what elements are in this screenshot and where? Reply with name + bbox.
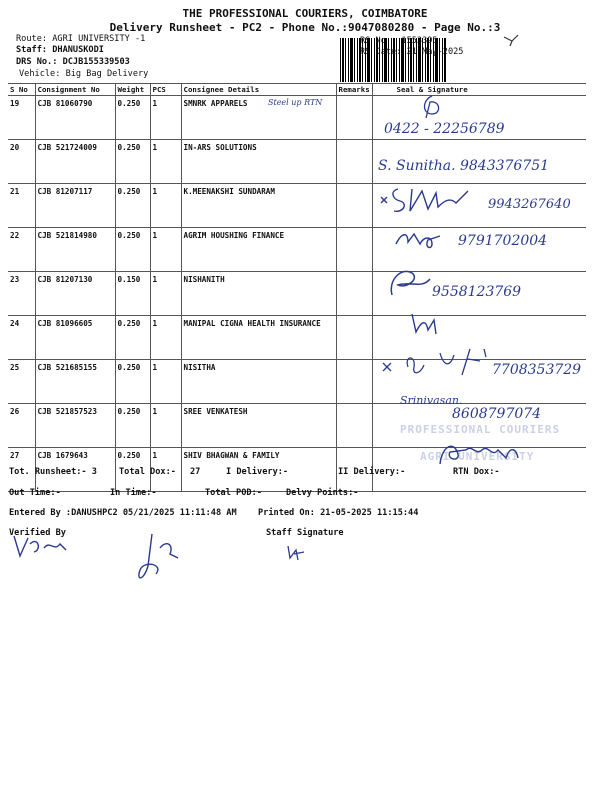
consignee-cell: NISITHA [181, 360, 336, 404]
sno-cell: 23 [8, 272, 35, 316]
verified-by-label: Verified By [9, 528, 66, 538]
total-dox-value: 27 [190, 467, 201, 477]
staff-signature-label: Staff Signature [266, 528, 344, 538]
consignee-cell: IN-ARS SOLUTIONS [181, 140, 336, 184]
consignment-cell: CJB 81060790 [35, 96, 115, 140]
consignment-cell: CJB 81096605 [35, 316, 115, 360]
entered-by: Entered By :DANUSHPC2 05/21/2025 11:11:48 AM [9, 508, 237, 518]
consignee-cell: MANIPAL CIGNA HEALTH INSURANCE [181, 316, 336, 360]
table-header-row [8, 84, 586, 96]
remarks-cell [336, 272, 372, 316]
consignment-cell: CJB 81207117 [35, 184, 115, 228]
pcs-cell: 1 [150, 184, 181, 228]
verifier-signature [10, 530, 70, 560]
out-time: Out Time:- [9, 488, 61, 498]
pcs-cell: 1 [150, 272, 181, 316]
company-title: THE PROFESSIONAL COURIERS, COIMBATORE [182, 7, 428, 20]
remarks-cell [336, 316, 372, 360]
remarks-cell [336, 184, 372, 228]
weight-cell: 0.150 [115, 272, 150, 316]
weight-cell: 0.250 [115, 228, 150, 272]
signature-row-25 [380, 345, 500, 385]
consignment-cell: CJB 1679643 [35, 448, 115, 492]
consignment-cell: CJB 521724009 [35, 140, 115, 184]
handwritten-phone: 7708353729 [492, 362, 582, 378]
pcs-cell: 1 [150, 96, 181, 140]
in-time: In Time:- [110, 488, 157, 498]
signature-row-23 [386, 265, 436, 299]
signature-row-24 [408, 310, 440, 336]
handwritten-phone: 9791702004 [458, 233, 548, 249]
rs-date: RS Date: 21-May-2025 [360, 47, 464, 57]
sno-cell: 20 [8, 140, 35, 184]
handwritten-phone: 0422 - 22256789 [384, 121, 505, 137]
column-header: Remarks [336, 84, 372, 96]
remarks-cell [336, 404, 372, 448]
i-delivery: I Delivery:- [226, 467, 289, 477]
company-stamp: PROFESSIONAL COURIERS AGRI UNIVERSITY [400, 423, 561, 463]
remarks-cell [336, 96, 372, 140]
consignee-cell: AGRIM HOUSHING FINANCE [181, 228, 336, 272]
weight-cell: 0.250 [115, 448, 150, 492]
consignee-cell: SREE VENKATESH [181, 404, 336, 448]
handwritten-phone: 8608797074 [452, 406, 542, 422]
consignee-cell: SHIV BHAGWAN & FAMILY [181, 448, 336, 492]
weight-cell: 0.250 [115, 404, 150, 448]
handwritten-phone: 9558123769 [432, 284, 522, 300]
weight-cell: 0.250 [115, 360, 150, 404]
sno-cell: 19 [8, 96, 35, 140]
weight-cell: 0.250 [115, 316, 150, 360]
rtn-dox: RTN Dox:- [453, 467, 500, 477]
signature-row-22 [394, 228, 444, 250]
sno-cell: 27 [8, 448, 35, 492]
rs-number: RS No.: 1553395 [360, 36, 438, 46]
sno-cell: 26 [8, 404, 35, 448]
column-header: S No [8, 84, 35, 96]
column-header: Consignment No [35, 84, 115, 96]
staff-signature [284, 542, 306, 562]
consignee-cell: K.MEENAKSHI SUNDARAM [181, 184, 336, 228]
remarks-cell [336, 140, 372, 184]
signature-row-21 [378, 183, 488, 219]
sno-cell: 25 [8, 360, 35, 404]
runsheet-subtitle: Delivery Runsheet - PC2 - Phone No.:9047080280 - Page No.:3 [109, 21, 501, 34]
column-header: Seal & Signature [372, 84, 586, 96]
handwritten-name: Srinivasan. [400, 394, 463, 407]
sno-cell: 21 [8, 184, 35, 228]
sno-cell: 22 [8, 228, 35, 272]
consignment-cell: CJB 521814980 [35, 228, 115, 272]
total-pod: Total POD:- [205, 488, 262, 498]
pcs-cell: 1 [150, 404, 181, 448]
pcs-cell: 1 [150, 448, 181, 492]
remarks-cell [336, 228, 372, 272]
total-dox-label: Total Dox:- [119, 467, 176, 477]
handwritten-phone: 9943267640 [488, 197, 571, 212]
remarks-cell [336, 360, 372, 404]
tick-mark-icon [502, 33, 520, 47]
consignment-cell: CJB 521857523 [35, 404, 115, 448]
weight-cell: 0.250 [115, 184, 150, 228]
drs-number: DRS No.: DCJB155339503 [16, 57, 130, 67]
printed-on: Printed On: 21-05-2025 11:15:44 [258, 508, 419, 518]
delivery-points: Delvy Points:- [286, 488, 359, 498]
staff-label: Staff: DHANUSKODI [16, 45, 104, 55]
vehicle-label: Vehicle: Big Bag Delivery [19, 69, 149, 79]
pcs-cell: 1 [150, 228, 181, 272]
weight-cell: 0.250 [115, 96, 150, 140]
total-runsheet: Tot. Runsheet:- 3 [9, 467, 97, 477]
consignment-cell: CJB 81207130 [35, 272, 115, 316]
sno-cell: 24 [8, 316, 35, 360]
pcs-cell: 1 [150, 140, 181, 184]
column-header: Weight [115, 84, 150, 96]
consignment-cell: CJB 521685155 [35, 360, 115, 404]
verifier-signature-2 [134, 530, 184, 586]
signature-row-27 [436, 436, 526, 470]
signature-row-19 [418, 94, 446, 120]
weight-cell: 0.250 [115, 140, 150, 184]
pcs-cell: 1 [150, 360, 181, 404]
column-header: Consignee Details [181, 84, 336, 96]
consignee-cell: NISHANITH [181, 272, 336, 316]
handwritten-note: Steel up RTN [268, 98, 323, 107]
route-label: Route: AGRI UNIVERSITY -1 [16, 34, 146, 44]
column-header: PCS [150, 84, 181, 96]
handwritten-phone: S. Sunitha. 9843376751 [378, 158, 550, 174]
consignee-cell: SMNRK APPARELS [181, 96, 336, 140]
ii-delivery: II Delivery:- [338, 467, 406, 477]
pcs-cell: 1 [150, 316, 181, 360]
